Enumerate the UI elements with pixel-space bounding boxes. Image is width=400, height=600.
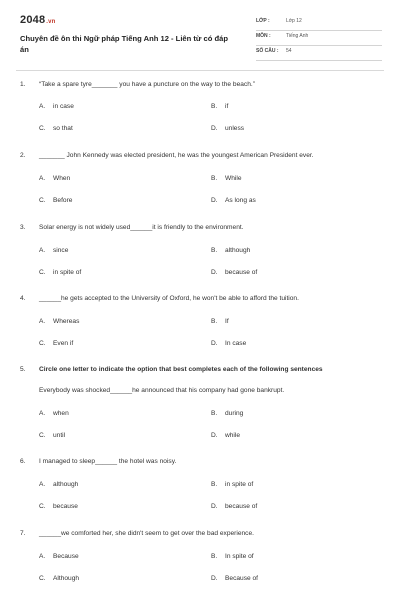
question-text: ______he gets accepted to the University of Oxford, he won't be able to afford the tuition. <box>39 295 299 302</box>
question-number: 3. <box>20 224 26 231</box>
logo-suffix-text: .vn <box>46 19 56 25</box>
meta-key-grade: LỚP : <box>256 18 270 24</box>
logo-main-text: 2048 <box>20 14 46 26</box>
option-letter: A. <box>39 175 46 182</box>
document-title: Chuyên đề ôn thi Ngữ pháp Tiếng Anh 12 - Liên từ có đáp án <box>20 34 229 54</box>
option-text: because <box>53 503 78 510</box>
option-text: in case <box>53 103 74 110</box>
question-number: 2. <box>20 152 26 159</box>
option-letter: A. <box>39 553 46 560</box>
option-a[interactable] <box>39 410 69 417</box>
option-a[interactable] <box>39 175 70 182</box>
option-d[interactable] <box>211 197 256 204</box>
option-text: If <box>225 318 229 325</box>
option-text: As long as <box>225 197 256 204</box>
option-c[interactable] <box>39 340 73 347</box>
question-number: 4. <box>20 295 26 302</box>
option-text: Whereas <box>53 318 80 325</box>
option-a[interactable] <box>39 103 74 110</box>
option-letter: D. <box>211 125 218 132</box>
question-text: Everybody was shocked______he announced that his company had gone bankrupt. <box>39 387 285 394</box>
option-d[interactable] <box>211 432 240 439</box>
option-letter: D. <box>211 432 218 439</box>
option-c[interactable] <box>39 125 73 132</box>
option-text: Because of <box>225 575 258 582</box>
question-text: I managed to sleep______ the hotel was noisy. <box>39 458 177 465</box>
header-divider <box>16 70 384 71</box>
option-letter: B. <box>211 410 218 417</box>
option-d[interactable] <box>211 575 258 582</box>
option-a[interactable] <box>39 247 68 254</box>
option-letter: C. <box>39 125 46 132</box>
option-text: While <box>225 175 242 182</box>
option-letter: C. <box>39 503 46 510</box>
option-letter: D. <box>211 340 218 347</box>
option-a[interactable] <box>39 553 79 560</box>
option-letter: C. <box>39 575 46 582</box>
option-text: until <box>53 432 66 439</box>
question-number: 1. <box>20 81 26 88</box>
question-text: _______ John Kennedy was elected president, he was the youngest American President ever. <box>39 152 314 159</box>
option-text: In spite of <box>225 553 254 560</box>
option-letter: B. <box>211 318 218 325</box>
option-text: in spite of <box>225 481 254 488</box>
meta-row-question-count <box>256 46 382 61</box>
option-letter: B. <box>211 175 218 182</box>
option-text: In case <box>225 340 247 347</box>
option-text: so that <box>53 125 73 132</box>
option-text: Because <box>53 553 79 560</box>
option-letter: A. <box>39 481 46 488</box>
option-b[interactable] <box>211 410 243 417</box>
option-d[interactable] <box>211 503 257 510</box>
option-letter: A. <box>39 318 46 325</box>
option-text: because of <box>225 269 258 276</box>
option-letter: C. <box>39 269 46 276</box>
option-letter: B. <box>211 481 218 488</box>
option-c[interactable] <box>39 432 65 439</box>
meta-value-grade: Lớp 12 <box>286 18 302 24</box>
question-number: 5. <box>20 366 26 373</box>
meta-row-grade <box>256 16 382 31</box>
option-text: Even if <box>53 340 74 347</box>
option-letter: A. <box>39 103 46 110</box>
option-letter: B. <box>211 103 218 110</box>
meta-value-question-count: 54 <box>286 48 292 54</box>
question-text: ______we comforted her, she didn't seem to get over the bad experience. <box>39 530 254 537</box>
option-text: although <box>53 481 79 488</box>
option-text: during <box>225 410 244 417</box>
meta-key-question-count: SỐ CÂU : <box>256 48 279 54</box>
option-text: while <box>225 432 241 439</box>
option-b[interactable] <box>211 318 229 325</box>
site-logo[interactable] <box>20 14 56 26</box>
question-number: 6. <box>20 458 26 465</box>
option-text: if <box>225 103 229 110</box>
option-text: because of <box>225 503 258 510</box>
option-d[interactable] <box>211 340 246 347</box>
option-letter: B. <box>211 247 218 254</box>
option-b[interactable] <box>211 481 253 488</box>
meta-key-subject: MÔN : <box>256 33 271 39</box>
option-letter: C. <box>39 340 46 347</box>
option-b[interactable] <box>211 175 242 182</box>
option-text: since <box>53 247 69 254</box>
option-text: in spite of <box>53 269 82 276</box>
option-text: unless <box>225 125 245 132</box>
question-text: Solar energy is not widely used______it is friendly to the environment. <box>39 224 244 231</box>
option-b[interactable] <box>211 553 254 560</box>
option-text: Before <box>53 197 73 204</box>
option-b[interactable] <box>211 103 228 110</box>
option-letter: C. <box>39 197 46 204</box>
option-text: When <box>53 175 71 182</box>
option-letter: D. <box>211 197 218 204</box>
option-letter: A. <box>39 410 46 417</box>
question-instruction: Circle one letter to indicate the option that best completes each of the following sentences <box>39 366 323 373</box>
option-c[interactable] <box>39 269 81 276</box>
option-b[interactable] <box>211 247 250 254</box>
option-text: although <box>225 247 251 254</box>
option-a[interactable] <box>39 318 79 325</box>
document-header <box>20 14 382 60</box>
question-number: 7. <box>20 530 26 537</box>
option-c[interactable] <box>39 503 78 510</box>
question-text: “Take a spare tyre_______ you have a puncture on the way to the beach.” <box>39 81 255 88</box>
meta-info-box <box>256 16 382 61</box>
option-letter: D. <box>211 575 218 582</box>
option-d[interactable] <box>211 125 244 132</box>
option-c[interactable] <box>39 197 72 204</box>
option-letter: C. <box>39 432 46 439</box>
option-letter: A. <box>39 247 46 254</box>
option-letter: D. <box>211 269 218 276</box>
option-d[interactable] <box>211 269 257 276</box>
meta-row-subject <box>256 31 382 46</box>
option-letter: D. <box>211 503 218 510</box>
option-a[interactable] <box>39 481 78 488</box>
option-c[interactable] <box>39 575 79 582</box>
option-text: when <box>53 410 69 417</box>
option-letter: B. <box>211 553 218 560</box>
meta-value-subject: Tiếng Anh <box>286 33 309 39</box>
option-text: Although <box>53 575 80 582</box>
